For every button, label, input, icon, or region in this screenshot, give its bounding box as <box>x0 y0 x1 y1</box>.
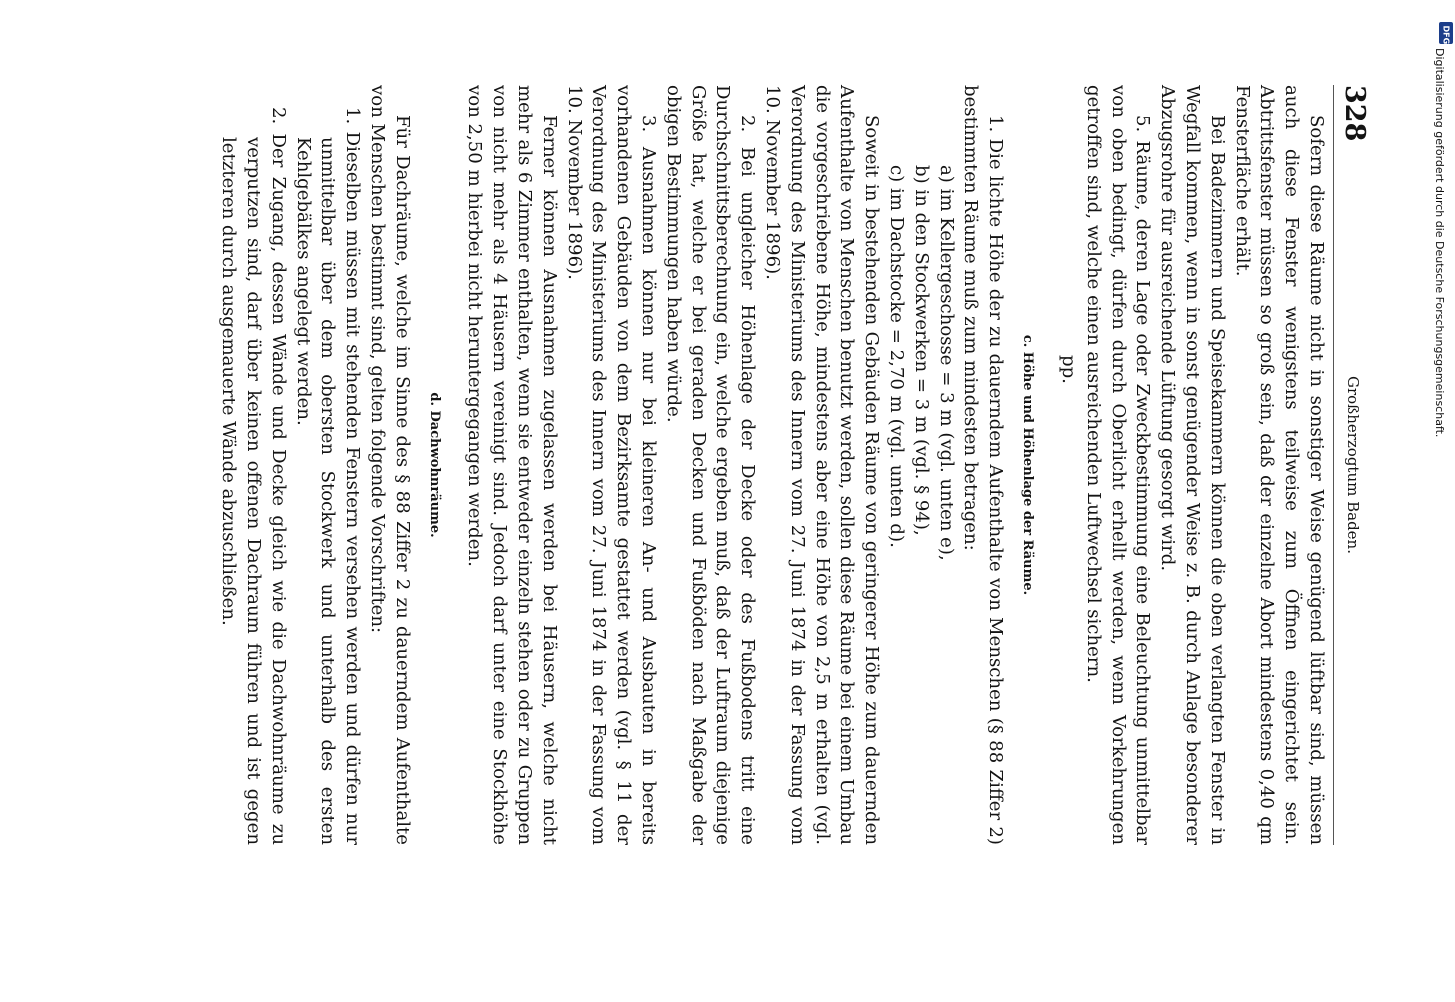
paragraph: Ferner können Ausnahmen zugelassen werden bei Häusern, welche nicht mehr als 6 Zimmer enthalten, wenn sie entweder einzeln stehen oder zu Gruppen von nicht mehr als 4 Häusern vereinigt sind. Jedoch darf unter eine Stockhöhe von 2,50 m hierbei nicht heruntergegangen werden. <box>464 85 560 845</box>
list-item: a) im Kellergeschosse = 3 m (vgl. unten e), <box>935 165 957 561</box>
list-item: 1. Dieselben müssen mit stehenden Fenstern versehen werden und dürfen nur unmittelbar über dem obersten Stockwerk und unterhalb des ersten Kehlgebälkes angelegt werden. <box>292 107 364 845</box>
paragraph: Sofern diese Räume nicht in sonstiger Weise genügend lüftbar sind, müssen auch diese Fenster wenigstens teilweise zum Öffnen eingerichtet sein. Abtrittsfenster müssen so groß sein, daß der einzelne Abort mindestens 0,40 qm Fensterfläche erhält. <box>1231 85 1327 845</box>
header-rule <box>1333 85 1334 845</box>
paragraph: 2. Bei ungleicher Höhenlage der Decke oder des Fußbodens tritt eine Durchschnittsberechnung ein, welche ergeben muß, daß der Luftraum diejenige Größe hat, welche er bei geraden Decken und Fußböden nach Maßgabe der obigen Bestimmungen haben würde. <box>662 85 759 845</box>
running-title: Großherzogtum Baden. <box>1344 375 1362 554</box>
paragraph: 3. Ausnahmen können nur bei kleineren An- und Ausbauten in bereits vorhandenen Gebäuden von dem Bezirksamte gestattet werden (vgl. § 11 der Verordnung des Ministeriums des Innern vom 27. Juni 1874 in der Fassung vom 10. November 1896). <box>563 85 660 845</box>
paragraph: Bei Badezimmern und Speisekammern können die oben verlangten Fenster in Wegfall kommen, wenn in sonst genügender Weise z. B. durch Anlage besonderer Abzugsrohre für ausreichende Lüftung gesorgt wird. <box>1157 85 1228 845</box>
paragraph: 5. Räume, deren Lage oder Zweckbestimmung eine Beleuchtung unmittelbar von oben bedingt, dürfen durch Oberlicht erhellt werden, wenn Vorkehrungen getroffen sind, welche einen ausreichenden Luftwechsel sichern. <box>1082 85 1154 845</box>
page-number: 328 <box>1339 85 1370 142</box>
list-item: c) im Dachstocke = 2,70 m (vgl. unten d). <box>886 165 908 548</box>
page-body <box>215 85 1328 845</box>
section-heading: d. Dachwohnräume. <box>426 392 442 538</box>
paragraph: Soweit in bestehenden Gebäuden Räume von geringerer Höhe zum dauernden Aufenthalte von Menschen benutzt werden, sollen diese Räume bei einem Umbau die vorgeschriebene Höhe, mindestens aber eine Höhe von 2,5 m erhalten (vgl. Verordnung des Ministeriums des Innern vom 27. Juni 1874 in der Fassung vom 10. November 1896). <box>762 85 883 845</box>
paragraph: 1. Die lichte Höhe der zu dauerndem Aufenthalte von Menschen (§ 88 Ziffer 2) bestimmten Räume muß zum mindesten betragen: <box>960 85 1007 845</box>
stamp-text: Digitalisierung gefördert durch die Deutsche Forschungsgemeinschaft. <box>1433 48 1446 438</box>
dfg-logo: DFG <box>1439 22 1453 44</box>
paragraph: Für Dachräume, welche im Sinne des § 88 Ziffer 2 zu dauerndem Aufenthalte von Menschen bestimmt sind, gelten folgende Vorschriften: <box>366 85 413 845</box>
abbreviation-pp: pp. <box>1058 355 1080 384</box>
digitization-stamp <box>1433 12 1453 1002</box>
list-item: b) in den Stockwerken = 3 m (vgl. § 94), <box>910 165 932 536</box>
section-heading: c. Höhe und Höhenlage der Räume. <box>1020 334 1036 596</box>
document-page <box>70 85 1370 955</box>
list-item: 2. Der Zugang, dessen Wände und Decke gleich wie die Dachwohnräume zu verputzen sind, darf über keinen offenen Dachraum führen und ist gegen letzteren durch ausgemauerte Wände abzuschließen. <box>218 107 289 845</box>
